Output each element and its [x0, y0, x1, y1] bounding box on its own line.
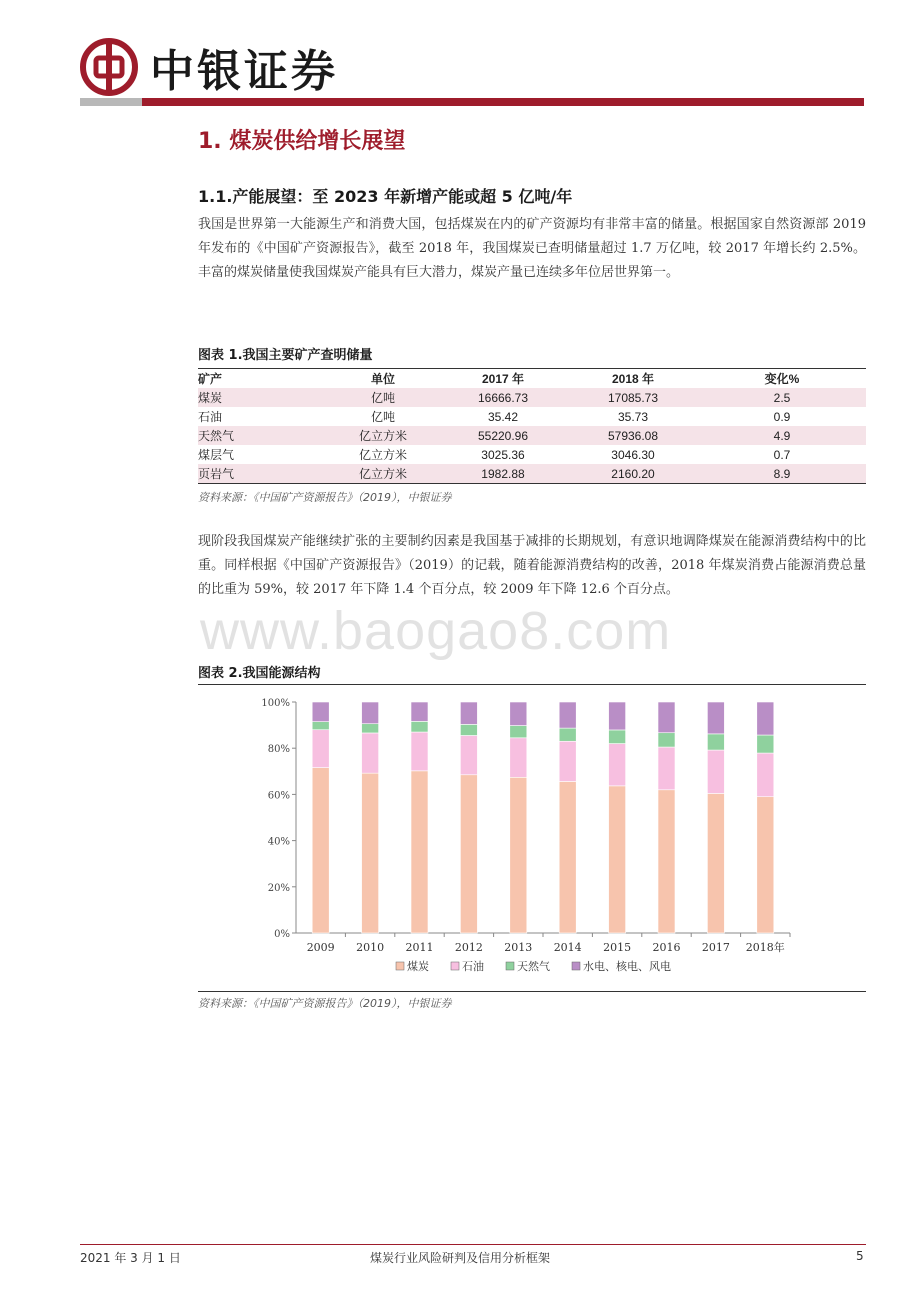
cell-2018: 17085.73 [568, 388, 698, 407]
bank-of-china-logo-icon [80, 38, 138, 96]
x-tick-label: 2010 [356, 941, 385, 954]
y-tick-label: 20% [267, 882, 290, 894]
bar-segment [559, 702, 576, 728]
header-rule-red [142, 98, 864, 106]
bar-segment [312, 702, 329, 722]
cell-2018: 2160.20 [568, 464, 698, 483]
chart-source: 资料来源：《中国矿产资源报告》（2019），中银证券 [198, 997, 452, 1010]
bar-segment [510, 702, 527, 726]
footer-date: 2021 年 3 月 1 日 [80, 1251, 181, 1265]
bar-segment [460, 724, 477, 735]
x-tick-label: 2018年 [745, 941, 785, 954]
cell-unit: 亿吨 [370, 410, 395, 424]
bar-segment [362, 733, 379, 773]
x-tick-label: 2013 [504, 941, 533, 954]
legend-label: 石油 [462, 960, 484, 973]
bar-segment [312, 730, 329, 768]
page-number: 5 [856, 1249, 864, 1263]
bar-segment [559, 781, 576, 933]
bar-segment [658, 702, 675, 733]
paragraph-reserves: 我国是世界第一大能源生产和消费大国，包括煤炭在内的矿产资源均有非常丰富的储量。根据国家自然资源部 2019 年发布的《中国矿产资源报告》，截至 2018 年，我国煤炭已查明储量超过 1.7 万亿吨，较 2017 年增长约 2.5%。丰富的煤炭储量使我国煤炭产能具有巨大潜力，煤炭产量已连续多年位居世界第一。 [198, 217, 866, 280]
bar-segment [707, 793, 724, 933]
y-tick-label: 60% [267, 790, 290, 802]
x-tick-label: 2016 [652, 941, 681, 954]
cell-2017: 16666.73 [438, 388, 568, 407]
bar-segment [312, 722, 329, 730]
table-row [198, 445, 866, 464]
x-tick-label: 2015 [603, 941, 632, 954]
bar-segment [658, 747, 675, 790]
bar-segment [609, 744, 626, 786]
y-tick-label: 0% [274, 929, 290, 940]
cell-change: 8.9 [698, 464, 866, 483]
bar-segment [411, 702, 428, 721]
cell-change: 0.9 [773, 409, 791, 424]
bar-segment [510, 738, 527, 778]
cell-change: 2.5 [698, 388, 866, 407]
cell-mineral: 煤层气 [198, 448, 235, 462]
header-rule-gray [80, 98, 142, 106]
legend-swatch [396, 962, 404, 970]
y-tick-label: 80% [267, 744, 290, 756]
cell-2018: 35.73 [617, 409, 649, 424]
y-tick-label: 100% [261, 698, 290, 709]
chart-title: 图表 2.我国能源结构 [198, 666, 321, 681]
bar-segment [707, 734, 724, 750]
bar-segment [312, 768, 329, 933]
table-title: 图表 1.我国主要矿产查明储量 [198, 348, 373, 363]
bar-segment [411, 732, 428, 771]
bar-segment [460, 775, 477, 933]
col-header-change: 变化% [764, 372, 800, 386]
cell-mineral: 页岩气 [198, 464, 328, 483]
cell-change: 4.9 [698, 426, 866, 445]
chart-rule-bottom [198, 991, 866, 992]
table-row [198, 388, 866, 407]
bar-segment [510, 726, 527, 738]
cell-unit: 亿吨 [328, 388, 438, 407]
bar-segment [658, 733, 675, 747]
energy-structure-chart [198, 686, 866, 990]
bar-segment [609, 702, 626, 730]
bar-segment [609, 786, 626, 933]
x-tick-label: 2014 [553, 941, 582, 954]
x-tick-label: 2017 [701, 941, 730, 954]
brand-name: 中银证券 [150, 46, 338, 97]
bar-segment [757, 797, 774, 933]
cell-2017: 1982.88 [438, 464, 568, 483]
x-tick-label: 2012 [454, 941, 483, 954]
bar-segment [559, 728, 576, 741]
bar-segment [757, 735, 774, 753]
subsection-heading: 1.1.产能展望：至 2023 年新增产能或超 5 亿吨/年 [198, 187, 573, 206]
col-header-mineral: 矿产 [198, 372, 223, 386]
bar-segment [658, 790, 675, 933]
bar-segment [362, 724, 379, 733]
table-header-row [198, 369, 866, 388]
x-tick-label: 2011 [405, 941, 434, 954]
bar-segment [609, 730, 626, 744]
table-source: 资料来源：《中国矿产资源报告》（2019），中银证券 [198, 491, 452, 504]
cell-2017: 3025.36 [481, 447, 525, 462]
footer-doc-title: 煤炭行业风险研判及信用分析框架 [370, 1251, 551, 1265]
cell-2017: 55220.96 [438, 426, 568, 445]
bar-segment [362, 702, 379, 724]
table-row [198, 407, 866, 426]
cell-change: 0.7 [773, 447, 791, 462]
reserves-table [198, 368, 866, 484]
col-header-2017: 2017 年 [481, 372, 525, 386]
legend-swatch [572, 962, 580, 970]
bar-segment [757, 702, 774, 735]
bar-segment [460, 735, 477, 774]
table-row [198, 464, 866, 483]
bar-segment [559, 741, 576, 781]
bar-segment [460, 702, 477, 724]
chart-rule-top [198, 684, 866, 685]
cell-unit: 亿立方米 [358, 448, 407, 462]
bar-segment [362, 773, 379, 933]
bar-segment [510, 777, 527, 933]
cell-2018: 3046.30 [611, 447, 655, 462]
watermark-text: www.baogao8.com [200, 601, 672, 661]
y-tick-label: 40% [267, 836, 290, 848]
bar-segment [757, 753, 774, 797]
col-header-2018: 2018 年 [611, 372, 655, 386]
col-header-unit: 单位 [370, 372, 395, 386]
cell-mineral: 煤炭 [198, 388, 328, 407]
legend-label: 煤炭 [407, 960, 429, 973]
x-tick-label: 2009 [306, 941, 335, 954]
cell-2017: 35.42 [487, 409, 519, 424]
bar-segment [411, 771, 428, 933]
brand-logo [80, 36, 338, 98]
cell-mineral: 石油 [198, 410, 223, 424]
legend-label: 天然气 [517, 960, 550, 973]
paragraph-consumption: 现阶段我国煤炭产能继续扩张的主要制约因素是我国基于减排的长期规划，有意识地调降煤炭在能源消费结构中的比重。同样根据《中国矿产资源报告》（2019）的记载，随着能源消费结构的改善，2018 年煤炭消费占能源消费总量的比重为 59%，较 2017 年下降 1.4 个百分点，较 2009 年下降 12.6 个百分点。 [198, 534, 866, 597]
cell-unit: 亿立方米 [328, 464, 438, 483]
bar-segment [707, 750, 724, 793]
bar-segment [707, 702, 724, 734]
legend-swatch [451, 962, 459, 970]
cell-2018: 57936.08 [568, 426, 698, 445]
cell-mineral: 天然气 [198, 426, 328, 445]
cell-unit: 亿立方米 [328, 426, 438, 445]
legend-swatch [506, 962, 514, 970]
footer-rule [80, 1244, 866, 1245]
table-row [198, 426, 866, 445]
legend-label: 水电、核电、风电 [583, 960, 671, 973]
section-heading: 1. 煤炭供给增长展望 [198, 129, 406, 154]
bar-segment [411, 721, 428, 732]
